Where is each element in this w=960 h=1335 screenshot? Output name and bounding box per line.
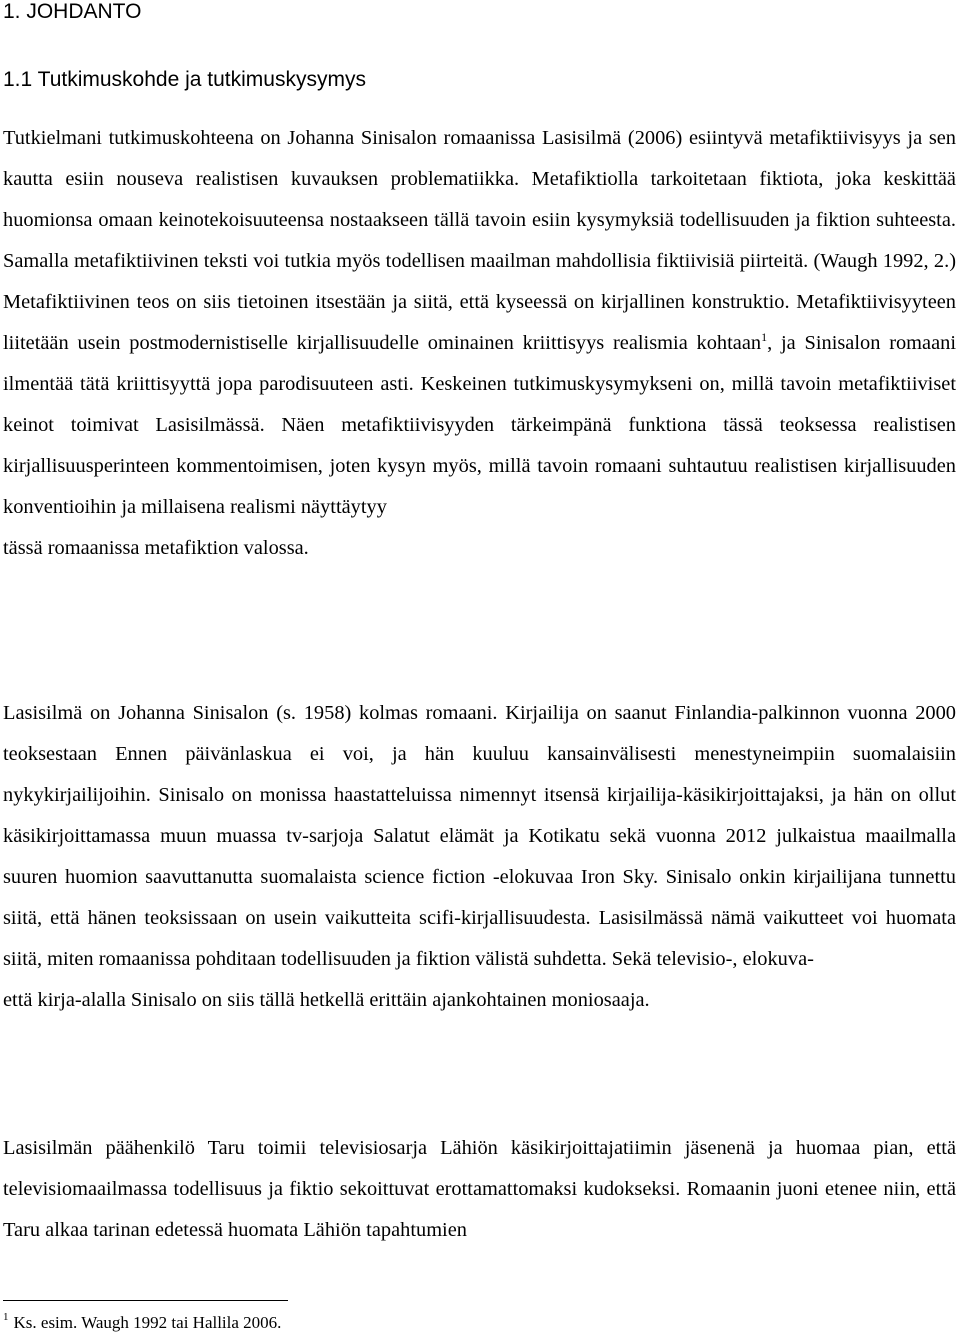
paragraph-research-topic xyxy=(3,118,956,569)
paragraph-last-line: tässä romaanissa metafiktion valossa. xyxy=(3,537,309,559)
section-heading: 1.1 Tutkimuskohde ja tutkimuskysymys xyxy=(3,68,366,91)
footnote-text: Ks. esim. Waugh 1992 tai Hallila 2006. xyxy=(13,1313,282,1332)
paragraph-last-line: että kirja-alalla Sinisalo on siis tällä hetkellä erittäin ajankohtainen moniosaaja. xyxy=(3,989,650,1011)
paragraph-text: Lasisilmän päähenkilö Taru toimii televisiosarja Lähiön käsikirjoittajatiimin jäsenenä ja huomaa pian, että televisiomaailmassa todellisuus ja fiktio sekoittuvat erottamattomaksi kudokseksi. Romaanin juoni etenee niin, että Taru alkaa tarinan edetessä huomata Lähiön tapahtumien xyxy=(3,1137,956,1241)
footnote-separator xyxy=(3,1300,288,1301)
footnote xyxy=(3,1305,281,1335)
paragraph-plot xyxy=(3,1128,956,1251)
footnote-marker: 1 xyxy=(3,1311,9,1323)
paragraph-text: , ja Sinisalon romaani ilmentää tätä kriittisyyttä jopa parodisuuteen asti. Keskeinen tutkimuskysymykseni on, millä tavoin metafiktiiviset keinot toimivat Lasisilmässä. Näen metafiktiivisyyden tärkeimpänä funktiona tässä teoksessa realistisen kirjallisuusperinteen kommentoimisen, joten kysyn myös, millä tavoin romaani suhtautuu realistisen kirjallisuuden konventioihin ja millaisena realismi näyttäytyy xyxy=(3,332,957,518)
paragraph-text: Lasisilmä on Johanna Sinisalon (s. 1958) kolmas romaani. Kirjailija on saanut Finlandia-palkinnon vuonna 2000 teoksestaan Ennen päivänlaskua ei voi, ja hän kuuluu kansainvälisesti menestyneimpiin suomalaisiin nykykirjailijoihin. Sinisalo on monissa haastatteluissa nimennyt itsensä kirjailija-käsikirjoittajaksi, ja hän on ollut käsikirjoittamassa muun muassa tv-sarjoja Salatut elämät ja Kotikatu sekä vuonna 2012 julkaistua maailmalla suuren huomion saavuttanutta suomalaista science fiction -elokuvaa Iron Sky. Sinisalo onkin kirjailijana tunnettu siitä, että hänen teoksissaan on usein vaikutteita scifi-kirjallisuudesta. Lasisilmässä nämä vaikutteet voi huomata siitä, miten romaanissa pohditaan todellisuuden ja fiktion välistä suhdetta. Sekä televisio-, elokuva- xyxy=(3,702,956,970)
paragraph-author-background xyxy=(3,693,956,1021)
footnote-reference[interactable]: 1 xyxy=(761,330,768,345)
chapter-heading: 1. JOHDANTO xyxy=(3,0,142,23)
paragraph-text: Tutkielmani tutkimuskohteena on Johanna Sinisalon romaanissa Lasisilmä (2006) esiintyvä metafiktiivisyys ja sen kautta esiin nouseva realistisen kuvauksen problematiikka. Metafiktiolla tarkoitetaan fiktiota, joka keskittää huomionsa omaan keinotekoisuuteensa nostaakseen tällä tavoin esiin kysymyksiä todellisuuden ja fiktion suhteesta. Samalla metafiktiivinen teksti voi tutkia myös todellisen maailman mahdollisia fiktiivisiä piirteitä. (Waugh 1992, 2.) Metafiktiivinen teos on siis tietoinen itsestään ja siitä, että kyseessä on kirjallinen konstruktio. Metafiktiivisyyteen liitetään usein postmodernistiselle kirjallisuudelle ominainen kriittisyys realismia kohtaan xyxy=(3,127,956,354)
